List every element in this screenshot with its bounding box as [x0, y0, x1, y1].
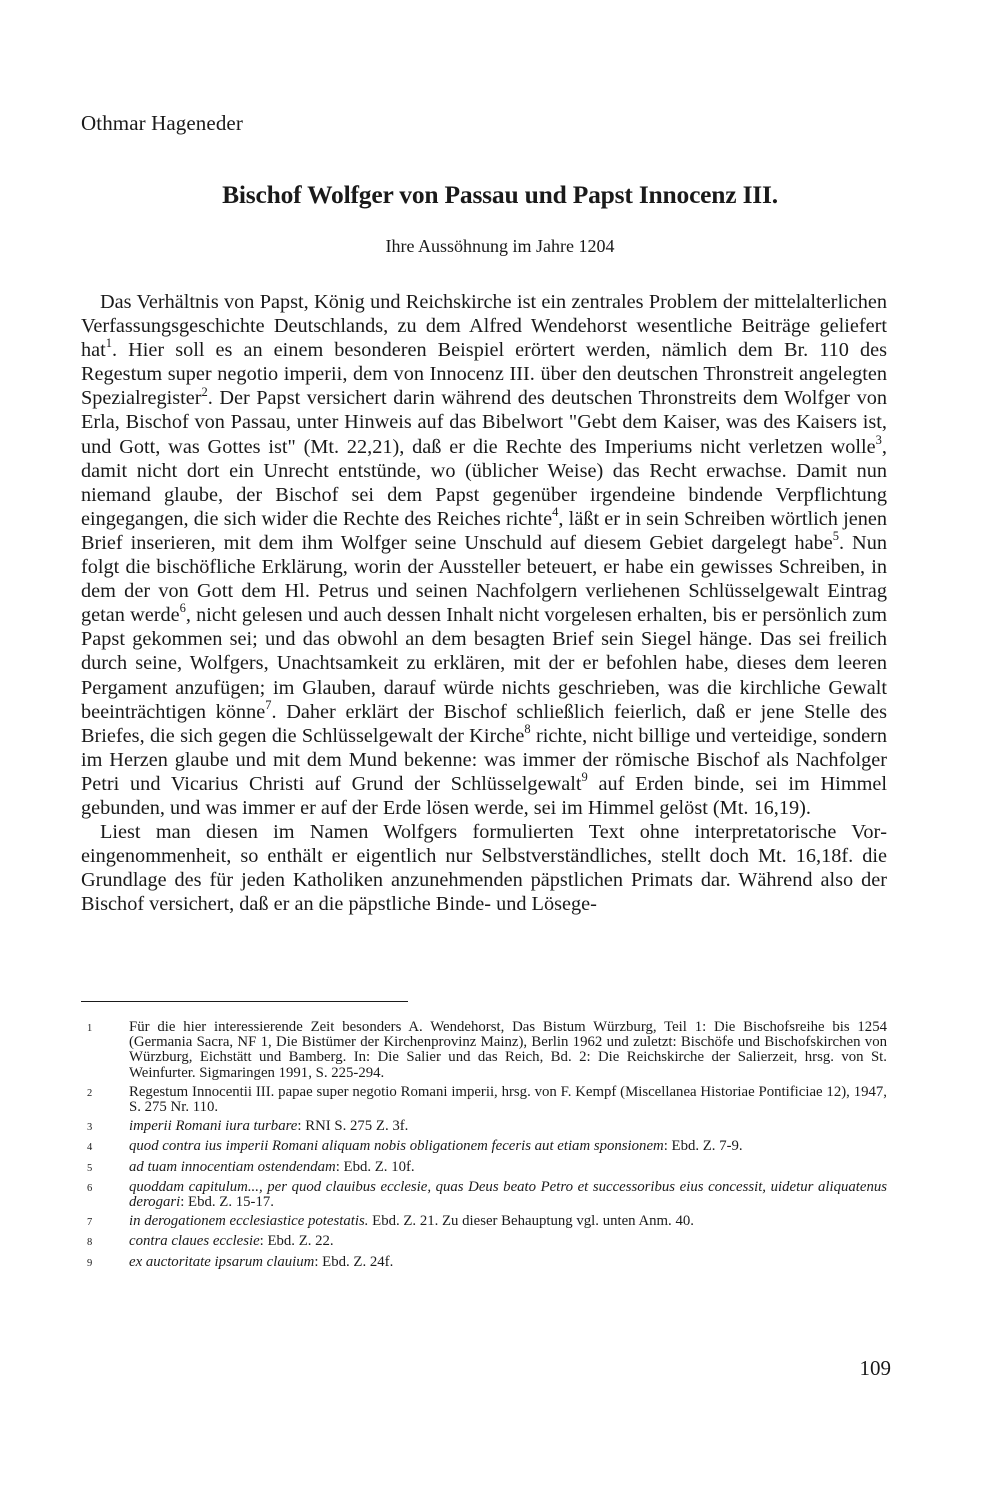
footnote-latin-quote: imperii Romani iura turbare: [129, 1118, 298, 1135]
footnote-ref: 2: [201, 384, 208, 399]
footnote: [81, 1119, 887, 1135]
body-text-run: . Hier soll es an einem besonderen Beispiel erörtert werden, nämlich dem Br. 110 des Regestum super negotio imperii, dem von Innocenz III. über den deutschen Thronstreit angelegten Spezialregister: [81, 339, 887, 410]
footnote-number: 1: [87, 1023, 93, 1034]
footnote: [81, 1085, 887, 1115]
footnote-text-run: : RNI S. 275 Z. 3f.: [297, 1118, 409, 1135]
body-text-run: , nicht gelesen und auch dessen Inhalt nicht vorgelesen erhalten, bis er persönlich zum Papst gekommen sei; und das obwohl an dem besagten Brief sein Siegel hänge. Das sei freilich durch seine, Wolfgers, Unachtsamkeit zu erklären, mit der er befohlen habe, dieses dem leeren Pergament anzufügen; im Glauben, darauf würde nichts geschrieben, was die kirchliche Gewalt beeinträchtigen könne: [81, 604, 887, 723]
footnotes: [81, 1020, 887, 1275]
footnote-number: 5: [87, 1162, 93, 1174]
footnote-ref: 3: [875, 432, 882, 447]
footnote: [81, 1180, 887, 1210]
footnote-text-run: : Ebd. Z. 24f.: [314, 1253, 394, 1270]
footnote-number: 8: [87, 1237, 93, 1249]
footnote-ref: 4: [552, 505, 559, 520]
footnote-ref: 7: [265, 697, 272, 712]
footnote-ref: 5: [832, 529, 839, 544]
footnote-separator: [81, 1001, 408, 1002]
footnote-text-run: : Ebd. Z. 22.: [259, 1233, 334, 1250]
footnote-ref: 6: [179, 601, 186, 616]
footnote-text: [129, 1160, 887, 1176]
footnote: [81, 1255, 887, 1271]
body-text-run: auf Erden binde, sei im Himmel gebunden, und was immer er auf der Erde lösen werde, sei im Himmel gelöst (Mt. 16,19).: [81, 772, 888, 819]
footnote-text-run: Für die hier interessierende Zeit besonders A. Wendehorst, Das Bistum Würzburg, Teil 1: Die Bischofsreihe bis 1254 (Germania Sacra, NF 1, Die Bistümer der Kirchenprovinz Mainz), Berlin 1962 und zuletzt: Bischöfe und Bischofskirchen von Würzburg, Eichstätt und Bamberg. In: Die Salier und das Reich, Bd. 2: Die Reichskirche der Salierzeit, hrsg. von St. Weinfurter. Sigmaringen 1991, S. 225-294.: [129, 1019, 887, 1081]
footnote-number: 3: [87, 1122, 93, 1134]
footnote-text: [129, 1119, 887, 1135]
footnote-text-run: Regestum Innocentii III. papae super negotio Romani imperii, hrsg. von F. Kempf (Miscellanea Historiae Pontificiae 12), 1947, S. 275 Nr. 110.: [129, 1083, 887, 1116]
footnote-text-run: : Ebd. Z. 7-9.: [663, 1138, 743, 1155]
footnote-latin-quote: quod contra ius imperii Romani aliquam nobis obligationem feceris aut etiam sponsionem: [129, 1138, 664, 1155]
footnote-ref: 8: [524, 721, 531, 736]
article-title: Bischof Wolfger von Passau und Papst Innocenz III.: [222, 180, 778, 209]
footnote-number: 6: [87, 1182, 93, 1194]
body-text-run: . Daher erklärt der Bischof schließlich feierlich, daß er jene Stelle des Briefes, die sich gegen die Schlüsselgewalt der Kirche: [81, 700, 887, 747]
footnote-ref: 1: [105, 336, 113, 351]
footnote-ref: 9: [581, 770, 588, 785]
footnote-number: 7: [87, 1217, 93, 1229]
body-text-run: richte, nicht billige und verteidige, sondern im Herzen glaube und mit dem Mund bekenne: was immer der römische Bischof als Nachfolger Petri und Vicarius Christi auf Grund der Schlüsselgewalt: [81, 724, 887, 795]
footnote: [81, 1234, 887, 1250]
article-subtitle: Ihre Aussöhnung im Jahre 1204: [385, 236, 615, 256]
body-text-run: . Der Papst versichert darin während des deutschen Thronstreits dem Wolfger von Erla, Bischof von Passau, unter Hinweis auf das Bibelwort "Gebt dem Kaiser, was des Kaisers ist, und Gott, was Gottes ist" (Mt. 22,21), daß er die Rechte des Imperiums nicht verletzen wolle: [81, 387, 887, 458]
body-text-run: , damit nicht dort ein Unrecht entstünde, wo (üblicher Weise) das Recht erwachse. Damit nun niemand glaube, der Bischof sei dem Papst gegenüber irgendeine bindende Verpflichtung eingegangen, die sich wider die Rechte des Reiches richte: [81, 435, 887, 530]
footnote-text: [129, 1255, 887, 1271]
author-name: Othmar Hageneder: [81, 111, 243, 135]
body-text-run: Liest man diesen im Namen Wolfgers formulierten Text ohne interpretatorische Voreingenommenheit, so enthält er eigentlich nur Selbstverständliches, stellt doch Mt. 16,18f. die Grundlage des für jeden Katholiken anzunehmenden päpstlichen Primats dar. Während also der Bischof versichert, daß er an die päpstliche Binde- und Lösege-: [81, 821, 887, 916]
page-number: 109: [859, 1356, 891, 1380]
footnote-text: [129, 1085, 887, 1115]
body-text: [81, 290, 887, 916]
body-paragraph: [81, 820, 887, 916]
footnote: [81, 1160, 887, 1176]
footnote-number: 2: [87, 1087, 93, 1099]
footnote-text: [129, 1139, 887, 1155]
footnote-text: [129, 1180, 887, 1210]
footnote-latin-quote: in derogationem ecclesiastice potestatis.: [129, 1213, 369, 1230]
footnote: [81, 1139, 887, 1155]
footnote-latin-quote: contra claues ecclesie: [129, 1233, 260, 1250]
footnote-text: [129, 1214, 887, 1230]
footnote-latin-quote: ex auctoritate ipsarum clauium: [129, 1253, 315, 1270]
footnote-latin-quote: ad tuam innocentiam ostendendam: [129, 1158, 336, 1175]
footnote-text: [129, 1020, 887, 1081]
body-paragraph: [81, 290, 887, 820]
footnote-number: 9: [87, 1257, 93, 1269]
footnote-text: [129, 1234, 887, 1250]
body-text-run: , läßt er in sein Schreiben wörtlich jenen Brief inserieren, mit dem ihm Wolfger seine Unschuld auf diesem Gebiet dargelegt habe: [81, 507, 888, 554]
footnote: [81, 1020, 887, 1081]
footnote-text-run: : Ebd. Z. 10f.: [335, 1158, 415, 1175]
body-text-run: Das Verhältnis von Papst, König und Reichskirche ist ein zentrales Problem der mittelalterlichen Verfassungsgeschichte Deutschlands, zu dem Alfred Wendehorst wesentliche Beiträge geliefert hat: [81, 291, 887, 362]
footnote: [81, 1214, 887, 1230]
footnote-text-run: : Ebd. Z. 15-17.: [180, 1194, 274, 1211]
footnote-latin-quote: quoddam capitulum..., per quod clauibus ecclesie, quas Deus beato Petro et successoribus eius concessit, uidetur aliquatenus derogari: [129, 1178, 887, 1211]
footnote-number: 4: [87, 1142, 93, 1154]
footnote-text-run: Ebd. Z. 21. Zu dieser Behauptung vgl. unten Anm. 40.: [368, 1213, 694, 1230]
body-text-run: . Nun folgt die bischöfliche Erklärung, worin der Aussteller beteuert, er habe ein gewisses Schreiben, in dem der von Gott dem Hl. Petrus und seinen Nachfolgern verliehenen Schlüsselgewalt Eintrag getan werde: [81, 531, 887, 627]
